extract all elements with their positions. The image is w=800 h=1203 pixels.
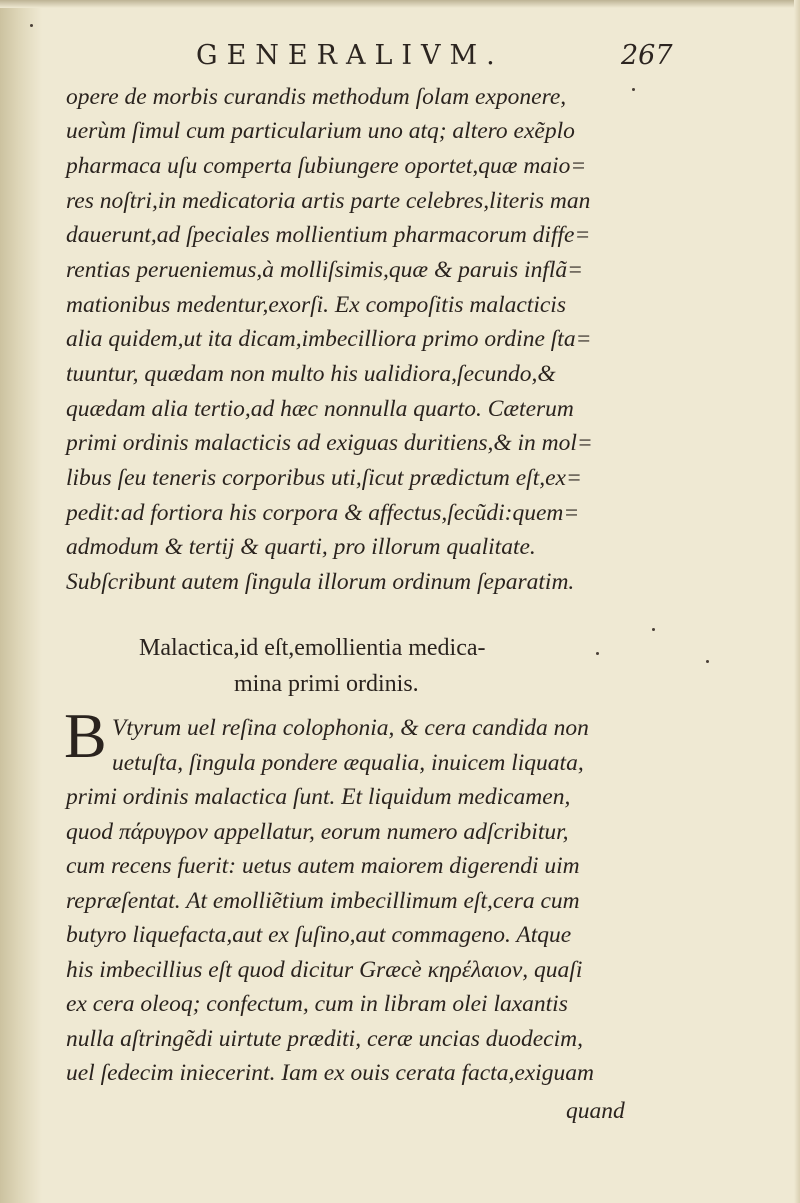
- body-line: mationibus medentur,exorſi. Ex compoſitis malacticis: [66, 292, 566, 318]
- section-line: nulla aſtringẽdi uirtute præditi, ceræ uncias duodecim,: [66, 1026, 583, 1052]
- section-line: Vtyrum uel reſina colophonia, & cera candida non: [112, 715, 589, 741]
- body-line: libus ſeu teneris corporibus uti,ſicut prædictum eſt,ex=: [66, 465, 582, 491]
- ink-speck: [632, 88, 635, 91]
- body-line: quædam alia tertio,ad hæc nonnulla quarto. Cæterum: [66, 396, 574, 422]
- section-line: his imbecillius eſt quod dicitur Græcè κηρέλαιον, quaſi: [66, 957, 583, 983]
- section-line: cum recens fuerit: uetus autem maiorem digerendi uim: [66, 853, 580, 879]
- catchword: quand: [566, 1098, 625, 1124]
- section-line: primi ordinis malactica ſunt. Et liquidum medicamen,: [66, 784, 571, 810]
- body-line: pedit:ad fortiora his corpora & affectus,ſecũdi:quem=: [66, 500, 580, 526]
- body-line: admodum & tertij & quarti, pro illorum qualitate.: [66, 534, 536, 560]
- section-line: quod πάρυγρον appellatur, eorum numero adſcribitur,: [66, 819, 569, 845]
- section-line: ex cera oleoq; confectum, cum in libram olei laxantis: [66, 991, 568, 1017]
- ink-speck: [706, 660, 709, 663]
- running-head: GENERALIVM.: [196, 40, 504, 71]
- body-line: uerùm ſimul cum particularium uno atq; altero exẽplo: [66, 118, 575, 144]
- section-heading-line-2: mina primi ordinis.: [234, 671, 419, 697]
- body-line: tuuntur, quædam non multo his ualidiora,ſecundo,&: [66, 361, 556, 387]
- section-line: repræſentat. At emolliẽtium imbecillimum eſt,cera cum: [66, 888, 580, 914]
- body-line: Subſcribunt autem ſingula illorum ordinum ſeparatim.: [66, 569, 575, 595]
- ink-speck: [596, 652, 599, 655]
- body-line: dauerunt,ad ſpeciales mollientium pharmacorum diffe=: [66, 222, 591, 248]
- body-line: pharmaca uſu comperta ſubiungere oportet,quæ maio=: [66, 153, 587, 179]
- page-number: 267: [621, 40, 673, 71]
- body-line: primi ordinis malacticis ad exiguas duritiens,& in mol=: [66, 430, 593, 456]
- section-heading-line-1: Malactica,id eſt,emollientia medica-: [139, 635, 486, 661]
- body-line: rentias perueniemus,à molliſsimis,quæ & paruis inflã=: [66, 257, 583, 283]
- ink-speck: [652, 628, 655, 631]
- section-line: butyro liquefacta,aut ex ſuſino,aut commageno. Atque: [66, 922, 572, 948]
- body-line: alia quidem,ut ita dicam,imbecilliora primo ordine ſta=: [66, 326, 592, 352]
- drop-cap: B: [64, 700, 107, 771]
- body-line: opere de morbis curandis methodum ſolam exponere,: [66, 84, 567, 110]
- section-line: uel ſedecim iniecerint. Iam ex ouis cerata facta,exiguam: [66, 1060, 594, 1086]
- section-line: uetuſta, ſingula pondere æqualia, inuicem liquata,: [112, 750, 584, 776]
- body-line: res noſtri,in medicatoria artis parte celebres,literis man: [66, 188, 591, 214]
- ink-speck: [30, 24, 33, 27]
